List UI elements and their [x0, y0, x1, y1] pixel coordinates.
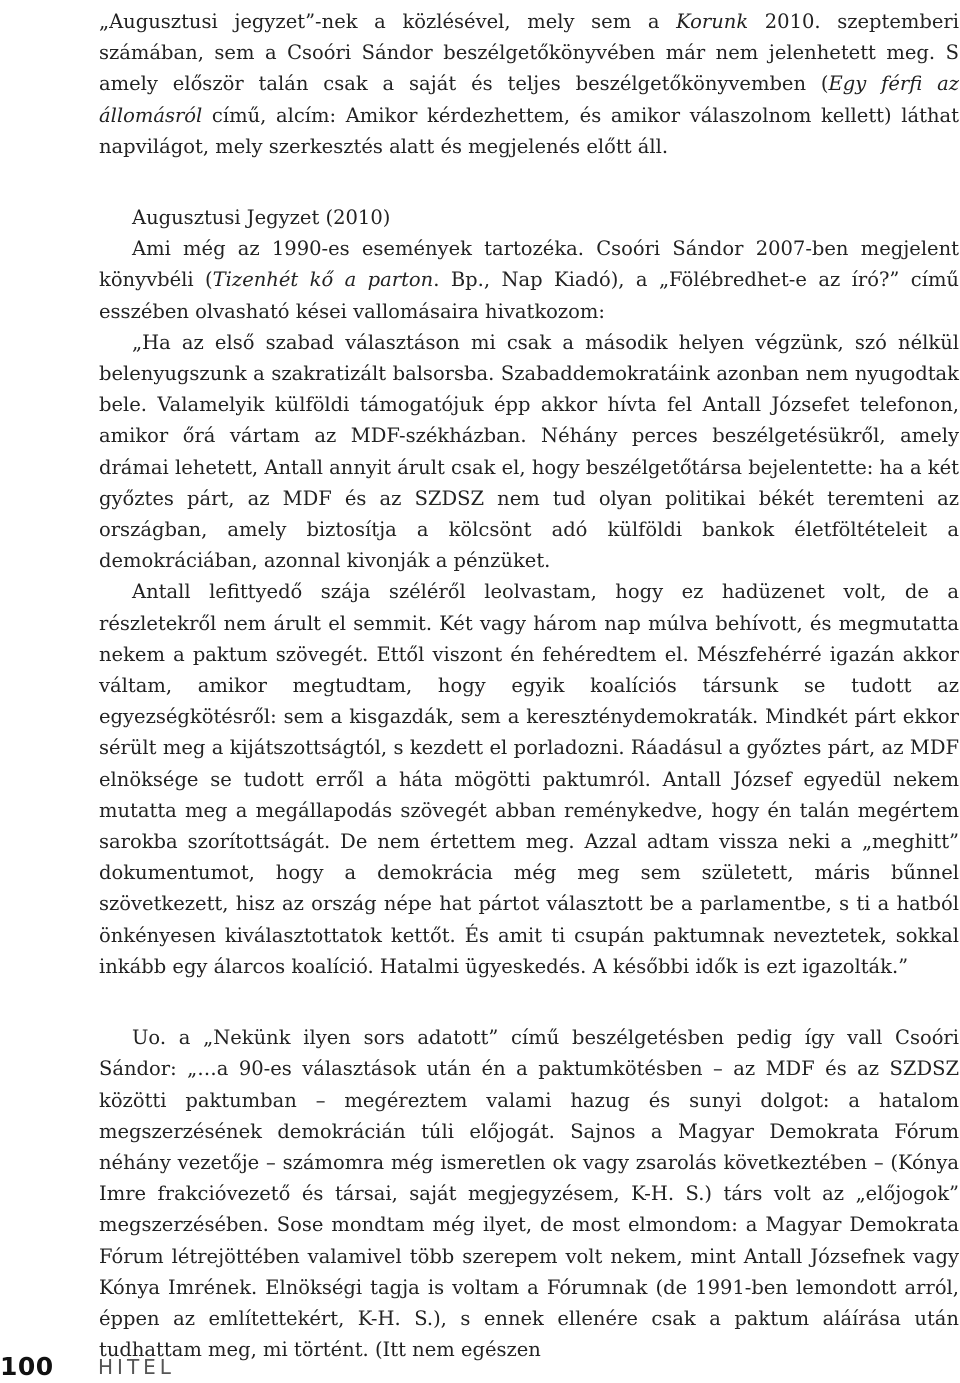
book-title: Egy férfi az állomásról: [99, 72, 959, 127]
magazine-name: HITEL: [98, 1355, 175, 1379]
journal-title: Korunk: [676, 10, 749, 33]
paragraph-text: . Bp., Nap Kiadó), a „Fölébredhet-e az író?” című esszében olvasható kései vallomásaira hivatkozom:: [99, 268, 959, 323]
intro-paragraph: [99, 6, 959, 162]
intro-text: című, alcím: Amikor kérdezhettem, és amikor válaszolnom kellett) láthat napvilágot, mely szerkesztés alatt és megjelenés előtt áll.: [99, 103, 959, 158]
paragraph: [99, 233, 959, 327]
paragraph: Uo. a „Nekünk ilyen sors adatott” című beszélgetésben pedig így vall Csoóri Sándor: „…a 90-es választások után én a paktumkötésben – az MDF és az SZDSZ közötti paktumban – megéreztem valami hazug és sunyi dolgot: a hatalom megszerzésének demokrácián túli előjogát. Sajnos a Magyar Demokrata Fórum néhány vezetője – számomra még ismeretlen ok vagy zsarolás következtében – (Kónya Imre frakcióvezető és társai, saját megjegyzésem, K-H. S.) társ volt az „előjogok” megszerzésében. Sose mondtam még ilyet, de most elmondom: a Magyar Demokrata Fórum létrejöttében valamivel több szerepem volt nekem, mint Antall Józsefnek vagy Kónya Imrének. Elnökségi tagja is voltam a Fórumnak (de 1991-ben lemondott arról, éppen az említettekért, K-H. S.), s ennek ellenére csak a paktum aláírása után tudhattam meg, mi történt. (Itt nem egészen: [99, 1026, 959, 1362]
quote-paragraph: Antall lefittyedő szája széléről leolvastam, hogy ez hadüzenet volt, de a részletekről nem árult el semmit. Két vagy három nap múlva behívott, és megmutatta nekem a paktum szövegét. Ettől viszont én fehéredtem el. Mészfehérré igazán akkor váltam, amikor megtudtam, hogy egyik koalíciós társunk se tudott az egyezségkötésről: sem a kisgazdák, sem a kereszténydemokraták. Mindkét párt ekkor sérült meg a kijátszottságtól, s kezdett el porladozni. Ráadásul a győztes párt, az MDF elnöksége se tudott erről a háta mögötti paktumról. Antall József egyedül nekem mutatta meg a megállapodás szövegét abban reménykedve, hogy én talán megértem sarokba szorítottságát. De nem értettem meg. Azzal adtam vissza neki a „meghitt” dokumentumot, hogy a demokrácia még meg sem született, máris bűnnel szövetkezett, hisz az ország népe hat pártot választott be a parlamentbe, s ti a hatból önkényesen kiválasztottatok kettőt. És amit ti csupán paktumnak neveztetek, sokkal inkább egy álarcos koalíció. Hatalmi ügyeskedés. A későbbi idők is ezt igazolták.”: [99, 580, 959, 978]
quote-paragraph: „Ha az első szabad választáson mi csak a második helyen végzünk, szó nélkül belenyugszunk a szakratizált balsorsba. Szabaddemokratáink azonban nem nyugodtak bele. Valamelyik külföldi támogatójuk épp akkor hívta fel Antall Józsefet telefonon, amikor őrá vártam az MDF-székházban. Néhány perces beszélgetésükről, amely drámai lehetett, Antall annyit árult csak el, hogy beszélgetőtársa bejelentette: ha a két győztes párt, az MDF és az SZDSZ nem tud olyan politikai békét teremteni az országban, amely biztosítja a kölcsönt adó külföldi bankok életföltételeit a demokráciában, azonnal kivonják a pénzüket.: [99, 330, 959, 573]
cited-book-title: Tizenhét kő a parton: [212, 268, 434, 292]
article-body: [99, 6, 959, 1365]
page-footer: [0, 1352, 960, 1383]
section-heading: Augusztusi Jegyzet (2010): [132, 206, 391, 230]
page-number: 100: [0, 1352, 54, 1381]
paragraph-text: Ami még az 1990-es események tartozéka. Csoóri Sándor 2007-ben megjelent könyvbéli (: [99, 237, 959, 292]
intro-text: 2010. szeptemberi számában, sem a Csoóri Sándor beszélgetőkönyvében már nem jelenhetett meg. S amely először talán csak a saját és teljes beszélgetőkönyvemben (: [99, 10, 959, 96]
intro-text: „Augusztusi jegyzet”-nek a közlésével, mely sem a: [99, 10, 677, 33]
